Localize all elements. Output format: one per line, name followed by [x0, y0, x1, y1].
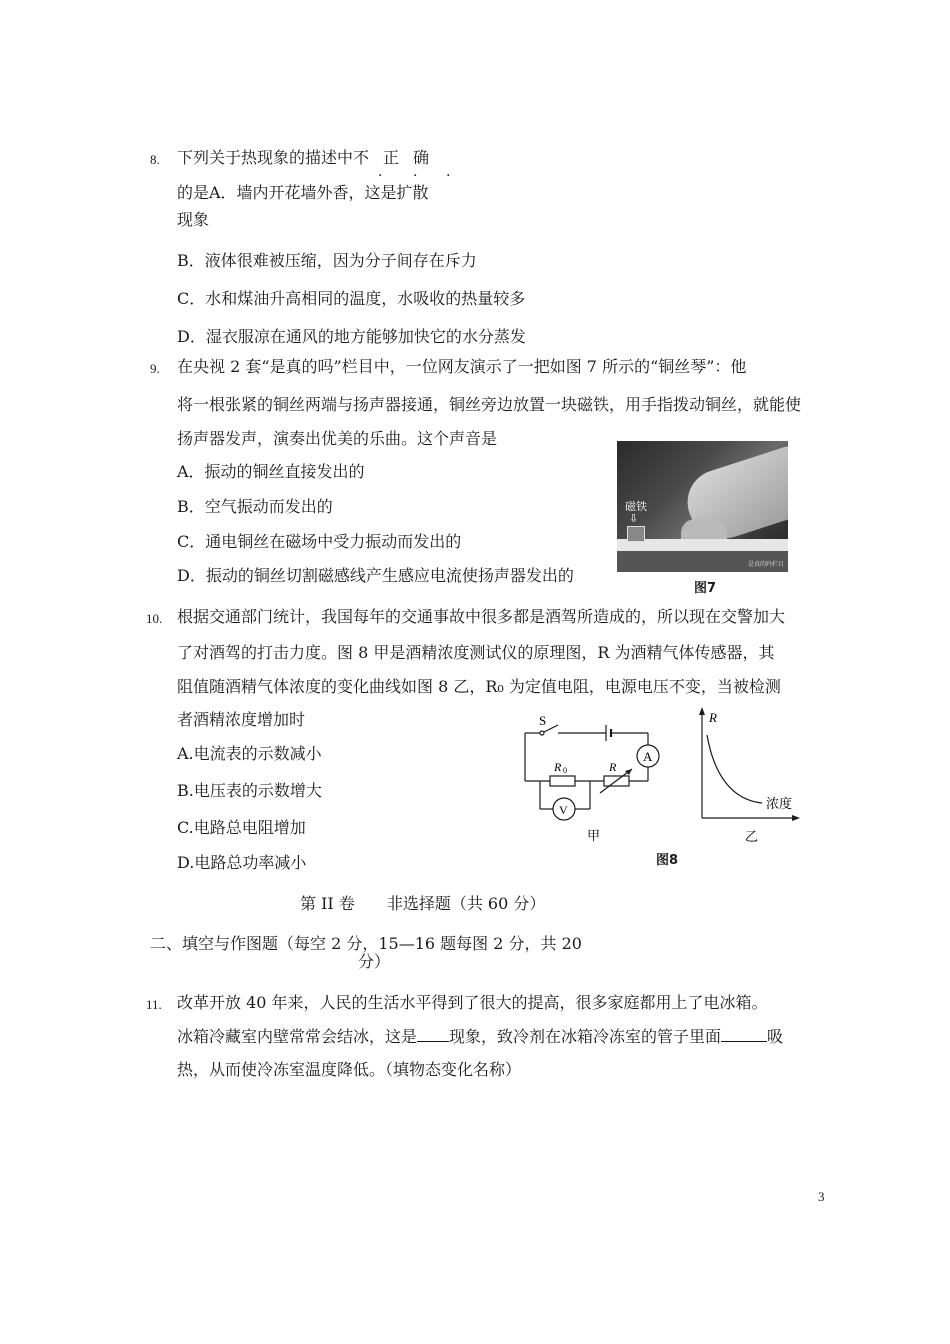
- q10-option-a: A.电流表的示数减小: [177, 744, 322, 763]
- q11-number: 11.: [146, 997, 162, 1012]
- q8-stem-text: 下列关于热现象的描述中不: [177, 148, 370, 167]
- section-title: 第 II 卷 非选择题（共 60 分）: [300, 894, 546, 913]
- q10-line1: 根据交通部门统计，我国每年的交通事故中很多都是酒驾所造成的，所以现在交警加大: [177, 607, 786, 626]
- q8-option-d: D．湿衣服凉在通风的地方能够加快它的水分蒸发: [177, 327, 526, 346]
- q9-line1: 在央视 2 套“是真的吗”栏目中，一位网友演示了一把如图 7 所示的“铜丝琴”：他: [177, 357, 747, 376]
- q11-line3: 热，从而使冷冻室温度降低。（填物态变化名称）: [177, 1060, 522, 1079]
- q9-option-b: B．空气振动而发出的: [177, 497, 333, 516]
- q11-line2: [177, 1027, 783, 1047]
- q8-emphasis-2: 确: [413, 148, 430, 167]
- photo-watermark: 是真的吗栏目: [747, 561, 784, 568]
- q8-stem: [177, 148, 429, 168]
- sensor-r-label: R: [609, 760, 617, 774]
- q10-line3: 阻值随酒精气体浓度的变化曲线如图 8 乙，R₀ 为定值电阻，电源电压不变，当被检测: [177, 677, 781, 696]
- part2-heading: 二、填空与作图题（每空 2 分，15—16 题每图 2 分，共 20: [150, 934, 582, 953]
- q11-line2-part1: 冰箱冷藏室内壁常常会结冰，这是: [177, 1027, 418, 1046]
- q8-emphasis-1: 正: [383, 148, 400, 167]
- q8-option-a-cont: 现象: [177, 210, 210, 229]
- q8-option-c: C．水和煤油升高相同的温度，水吸收的热量较多: [177, 289, 526, 308]
- q9-line3: 扬声器发声，演奏出优美的乐曲。这个声音是: [177, 429, 498, 448]
- q11-line2-part2: 现象，致冷剂在冰箱冷冻室的管子里面: [449, 1027, 722, 1046]
- circuit-diagram: [510, 705, 670, 847]
- q11-line2-part3: 吸: [767, 1027, 784, 1046]
- ammeter-label: A: [643, 749, 653, 764]
- q8-number: 8.: [150, 152, 160, 167]
- q10-option-c: C.电路总电阻增加: [177, 818, 306, 837]
- circuit-caption: 甲: [587, 828, 601, 843]
- resistor-r0-subscript: 0: [563, 766, 567, 775]
- page-number: 3: [818, 1189, 825, 1204]
- graph-caption: 乙: [745, 829, 759, 844]
- photo-magnet-label: 磁铁: [625, 500, 647, 513]
- q10-option-b: B.电压表的示数增大: [177, 781, 322, 800]
- q9-line2: 将一根张紧的铜丝两端与扬声器接通，铜丝旁边放置一块磁铁，用手指拨动铜丝，就能使: [177, 395, 802, 414]
- figure-8-caption: 图8: [656, 853, 679, 868]
- q9-option-c: C．通电铜丝在磁场中受力振动而发出的: [177, 532, 462, 551]
- blank-2[interactable]: [721, 1027, 767, 1042]
- q9-option-d: D．振动的铜丝切割磁感线产生感应电流使扬声器发出的: [177, 566, 574, 585]
- q9-option-a: A．振动的铜丝直接发出的: [177, 462, 365, 481]
- q10-number: 10.: [146, 611, 163, 626]
- voltmeter-label: V: [559, 803, 568, 817]
- q10-option-d: D.电路总功率减小: [177, 853, 307, 872]
- q10-line4: 者酒精浓度增加时: [177, 710, 306, 729]
- graph-x-label: 浓度: [766, 796, 793, 811]
- q9-number: 9.: [150, 361, 160, 376]
- q8-option-b: B．液体很难被压缩，因为分子间存在斥力: [177, 251, 477, 270]
- q10-line2: 了对酒驾的打击力度。图 8 甲是酒精浓度测试仪的原理图，R 为酒精气体传感器，其: [177, 643, 775, 662]
- q8-option-a: 的是A．墙内开花墙外香，这是扩散: [177, 183, 429, 202]
- resistor-r0-label: R: [554, 760, 562, 774]
- down-arrow-icon: ⇩: [629, 512, 639, 525]
- photo-magnet: [627, 526, 645, 542]
- switch-label: S: [539, 713, 547, 728]
- resistance-concentration-graph: [692, 705, 804, 847]
- emphasis-dot: .: [378, 164, 383, 180]
- q11-line1: 改革开放 40 年来，人民的生活水平得到了很大的提高，很多家庭都用上了电冰箱。: [177, 993, 768, 1012]
- emphasis-dot: .: [446, 164, 451, 180]
- blank-1[interactable]: [417, 1027, 449, 1042]
- graph-y-label: R: [709, 710, 717, 725]
- emphasis-dot: .: [413, 164, 418, 180]
- copper-wire-harp-photo: [617, 441, 788, 572]
- part2-heading-cont: 分）: [358, 952, 391, 971]
- figure-7-caption: 图7: [694, 581, 717, 596]
